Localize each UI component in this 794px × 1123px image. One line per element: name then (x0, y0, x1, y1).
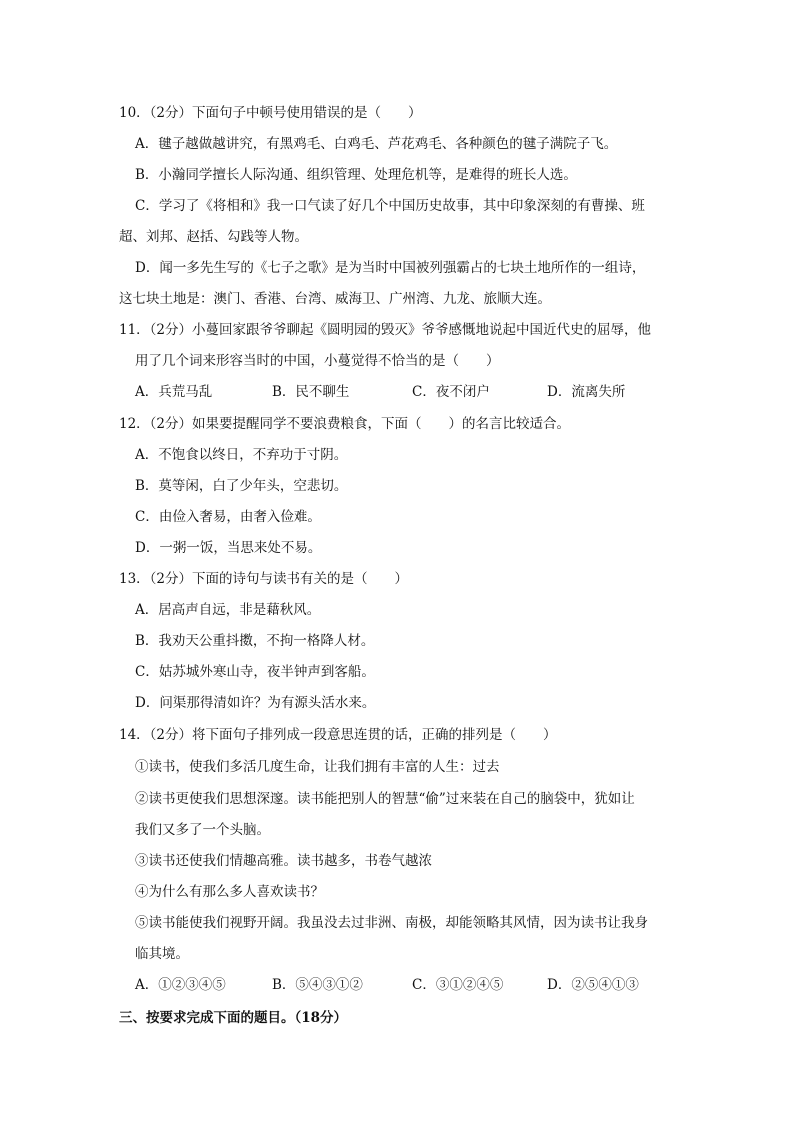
question-14-option-a: A．①②③④⑤ (135, 977, 226, 993)
question-11-option-c: C．夜不闭户 (412, 384, 490, 400)
question-10-option-c-cont: 超、刘邦、赵括、勾践等人物。 (119, 229, 308, 245)
question-10-option-b: B．小瀚同学擅长人际沟通、组织管理、处理危机等，是难得的班长人选。 (135, 167, 577, 183)
question-10-stem: 10．（2分）下面句子中顿号使用错误的是（ ） (119, 105, 422, 121)
question-12-option-d: D．一粥一饭，当思来处不易。 (135, 540, 322, 556)
question-10-option-c: C．学习了《将相和》我一口气读了好几个中国历史故事，其中印象深刻的有曹操、班 (135, 198, 645, 214)
question-12-option-c: C．由俭入奢易，由奢入俭难。 (135, 509, 321, 525)
question-11-option-d: D．流离失所 (547, 384, 626, 400)
question-13-option-b: B．我劝天公重抖擞，不拘一格降人材。 (135, 633, 375, 649)
question-11-option-a: A．兵荒马乱 (135, 384, 213, 400)
question-10-option-a: A．毽子越做越讲究，有黑鸡毛、白鸡毛、芦花鸡毛、各种颜色的毽子满院子飞。 (135, 136, 618, 152)
question-14-option-c: C．③①②④⑤ (412, 977, 504, 993)
question-14-sentence-2: ②读书更使我们思想深邃。读书能把别人的智慧“偷”过来装在自己的脑袋中，犹如让 (135, 791, 635, 807)
question-14-stem: 14．（2分）将下面句子排列成一段意思连贯的话，正确的排列是（ ） (119, 727, 557, 743)
question-14-option-d: D．②⑤④①③ (547, 977, 639, 993)
question-11-option-b: B．民不聊生 (272, 384, 350, 400)
question-14-option-b: B．⑤④③①② (272, 977, 363, 993)
section-3-heading: 三、按要求完成下面的题目。（18分） (119, 1010, 348, 1026)
question-12-option-a: A．不饱食以终日，不弃功于寸阴。 (135, 447, 348, 463)
question-12-stem: 12．（2分）如果要提醒同学不要浪费粮食，下面（ ）的名言比较适合。 (119, 416, 571, 432)
question-12-option-b: B．莫等闲，白了少年头，空悲切。 (135, 478, 348, 494)
question-11-stem-cont: 用了几个词来形容当时的中国，小蔓觉得不恰当的是（ ） (135, 353, 500, 369)
question-13-option-c: C．姑苏城外寒山寺，夜半钟声到客船。 (135, 664, 375, 680)
question-14-sentence-4: ④为什么有那么多人喜欢读书？ (135, 884, 324, 900)
question-13-option-a: A．居高声自远，非是藉秋风。 (135, 602, 321, 618)
question-14-sentence-3: ③读书还使我们情趣高雅。读书越多，书卷气越浓 (135, 853, 432, 869)
question-14-sentence-2-cont: 我们又多了一个头脑。 (135, 822, 270, 838)
question-14-sentence-5: ⑤读书能使我们视野开阔。我虽没去过非洲、南极，却能领略其风情，因为读书让我身 (135, 915, 648, 931)
question-13-option-d: D．问渠那得清如许？为有源头活水来。 (135, 695, 376, 711)
question-10-option-d-cont: 这七块土地是：澳门、香港、台湾、威海卫、广州湾、九龙、旅顺大连。 (119, 291, 551, 307)
question-10-option-d: D．闻一多先生写的《七子之歌》是为当时中国被列强霸占的七块土地所作的一组诗， (135, 260, 646, 276)
question-13-stem: 13．（2分）下面的诗句与读书有关的是（ ） (119, 571, 409, 587)
question-14-sentence-1: ①读书，使我们多活几度生命，让我们拥有丰富的人生：过去 (135, 759, 500, 775)
question-11-stem: 11．（2分）小蔓回家跟爷爷聊起《圆明园的毁灭》爷爷感慨地说起中国近代史的屈辱，他 (119, 322, 652, 338)
question-14-sentence-5-cont: 临其境。 (135, 946, 189, 962)
